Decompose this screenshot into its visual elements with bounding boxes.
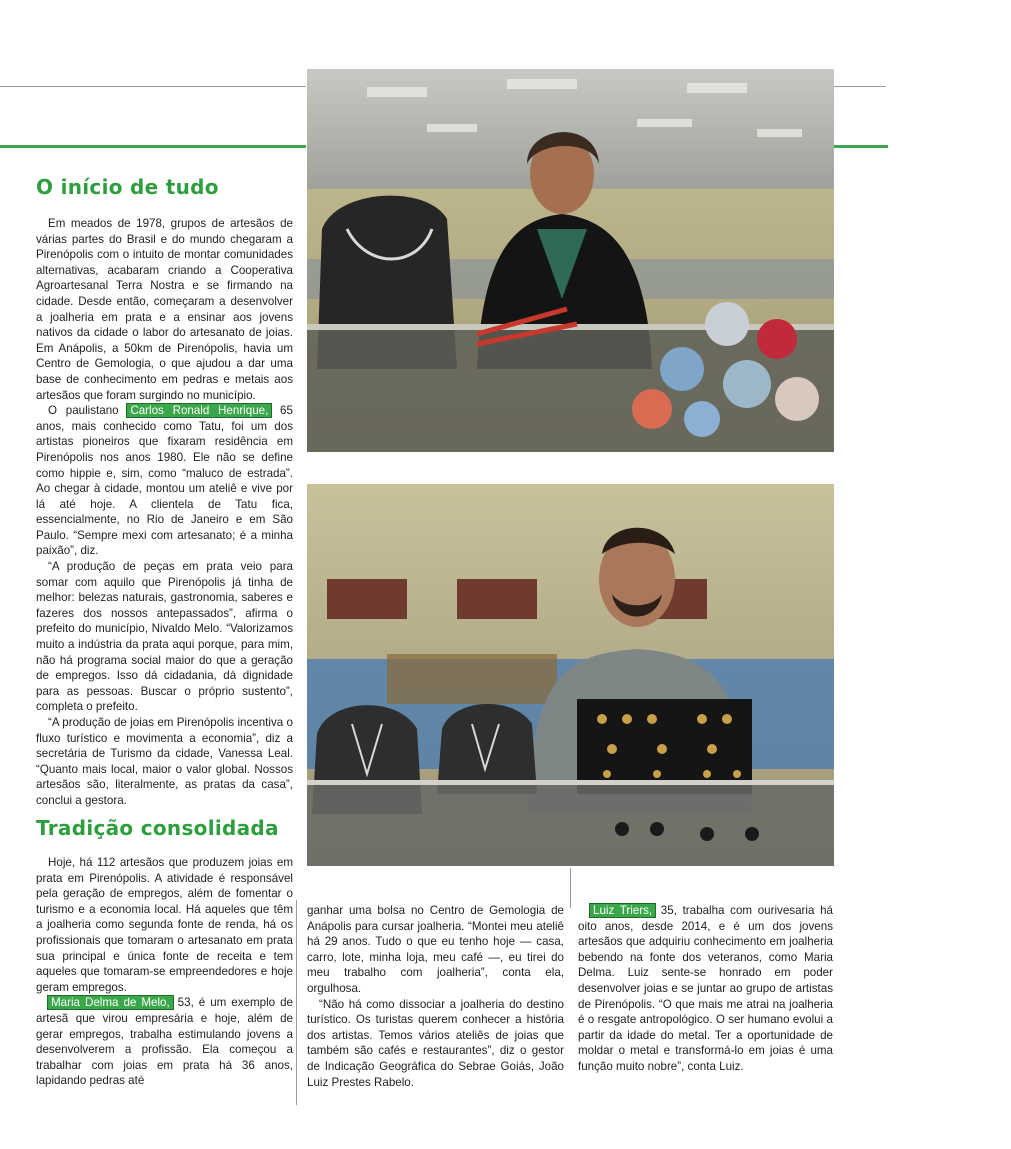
article-column-middle [307,903,564,1090]
column-divider-right [570,868,571,908]
paragraph-middle-2: “Não há como dissociar a joalheria do destino turístico. Os turistas querem conhecer a história dos artistas. Temos vários ateliês de joias que também são cafés e restaurantes”, diz o gestor de Indicação Geográfica do Sebrae Goiás, João Luiz Prestes Rabelo. [307,997,564,1089]
paragraph-tradicao-1: Hoje, há 112 artesãos que produzem joias em prata em Pirenópolis. A atividade é responsável pela geração de empregos, além de fomentar o turismo e a economia local. Há aqueles que têm a joalheria como segunda fonte de renda, há os profissionais que tomaram o artesanato em prata sua principal e única fonte de receita e tem aqueles que tomaram-se empreendedores e hoje geram empregos. [36,856,293,994]
article-column-left [36,216,293,809]
paragraph-inicio-1: Em meados de 1978, grupos de artesãos de várias partes do Brasil e do mundo chegaram a Pirenópolis com o intuito de montar comunidades alternativas, acabaram criando a Cooperativa Agroartesanal Terra Nostra e se firmando na cidade. Desde então, começaram a desenvolver a joalheria em prata e a ensinar aos jovens nativos da cidade o labor do artesanato de joias. Em Anápolis, a 50km de Pirenópolis, havia um Centro de Gemologia, o que ajudou a dar uma base de conhecimento em pedras e metais aos artesãos que foram surgindo no município. [36,217,293,402]
highlight-carlos-ronald: Carlos Ronald Henrique, [127,404,271,417]
section-title-tradicao: Tradição consolidada [36,816,279,840]
paragraph-middle-1: ganhar uma bolsa no Centro de Gemologia de Anápolis para cursar joalheria. “Montei meu ateliê há 29 anos. Tudo o que eu tenho hoje — casa, carro, lote, minha loja, meu café —, eu tirei do meu trabalho com joalheria”, conta ela, orgulhosa. [307,904,564,995]
top-rule-left [0,86,306,87]
article-column-right [578,903,833,1075]
paragraph-tradicao-2: Maria Delma de Melo, 53, é um exemplo de artesã que virou empresária e hoje, além de gerar empregos, trabalha estimulando jovens a desenvolverem a profissão. Ela começou a trabalhar com joias em prata há 36 anos, lapidando pedras até [36,996,293,1088]
article-column-tradicao [36,855,293,1089]
highlight-maria-delma: Maria Delma de Melo, [48,996,173,1009]
paragraph-inicio-4: “A produção de joias em Pirenópolis incentiva o fluxo turístico e movimenta a economia”, diz a secretária de Turismo da cidade, Vanessa Leal. “Quanto mais local, maior o valor global. Nossos artesãos são, literalmente, as pratas da casa”, conclui a gestora. [36,716,293,807]
green-rule-left [0,145,306,148]
top-rule-right [834,86,886,87]
highlight-luiz-triers: Luiz Triers, [590,904,655,917]
photo-artisan-woman [307,69,834,452]
section-title-inicio: O início de tudo [36,175,219,199]
green-rule-right [834,145,888,148]
photo-artisan-man [307,484,834,866]
paragraph-right-1: Luiz Triers, 35, trabalha com ourivesaria há oito anos, desde 2014, e é um dos jovens artesãos que adquiriu conhecimento em joalheria bebendo na fonte dos veteranos, como Maria Delma. Luiz sente-se honrado em poder desenvolver joias e se juntar ao grupo de artistas de Pirenópolis. “O que mais me atrai na joalheria é o resgate antropológico. O ser humano evolui a partir da idade do metal. Ter a oportunidade de moldar o metal e transformá-lo em joias é uma função muito nobre”, conta Luiz. [578,904,833,1073]
paragraph-inicio-3: “A produção de peças em prata veio para somar com aquilo que Pirenópolis já tinha de melhor: belezas naturais, gastronomia, saberes e fazeres dos nossos antepassados”, afirma o prefeito do município, Nivaldo Melo. “Valorizamos muito a indústria da prata aqui porque, para mim, não há programa social maior do que a geração de empregos. Isso dá cidadania, dá dignidade para as pessoas. Buscar o próprio sustento”, completa o prefeito. [36,560,293,714]
column-divider-left [296,900,297,1105]
paragraph-inicio-2: O paulistano Carlos Ronald Henrique, 65 anos, mais conhecido como Tatu, foi um dos artistas pioneiros que fixaram residência em Pirenópolis nos anos 1980. Ele não se define como hippie e, sim, como “maluco de estrada”. Ao chegar à cidade, montou um ateliê e vive por lá até hoje. A clientela de Tatu fica, essencialmente, no Rio de Janeiro e em São Paulo. “Sempre mexi com artesanato; é a minha paixão”, diz. [36,404,293,558]
